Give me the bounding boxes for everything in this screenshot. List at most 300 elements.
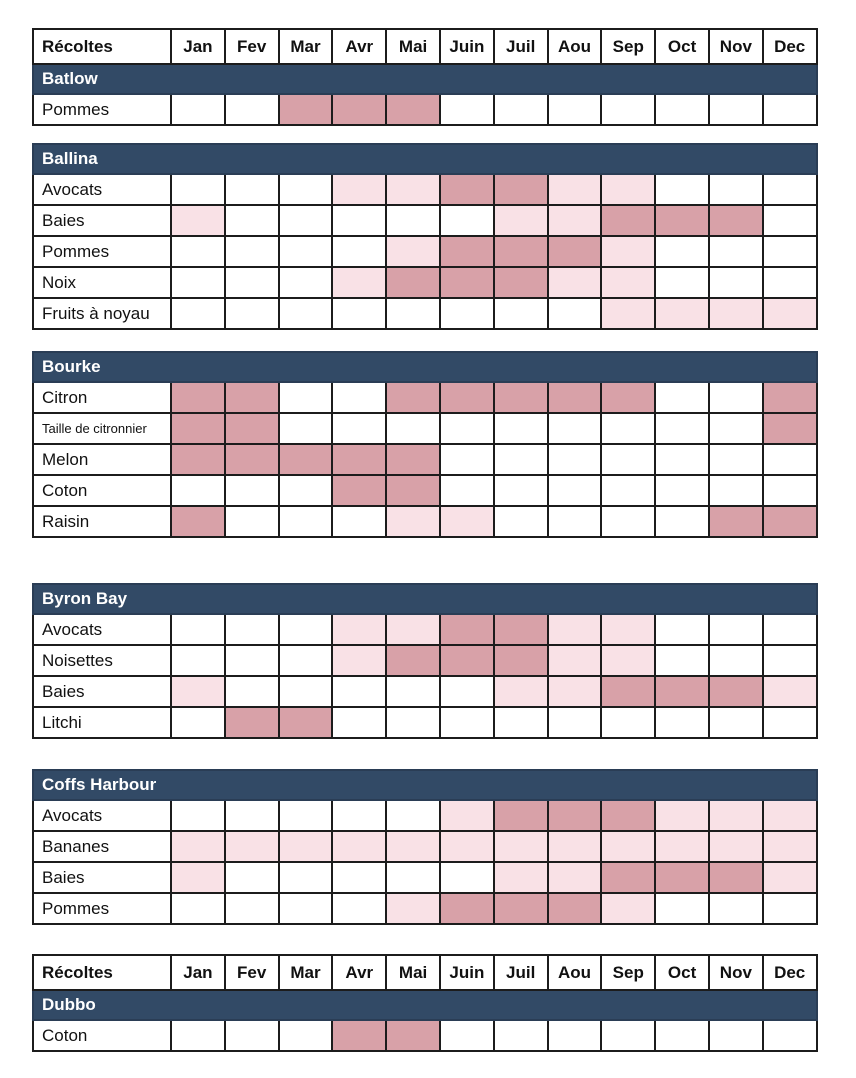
month-cell-dec: [763, 267, 817, 298]
header-month: Oct: [655, 955, 709, 990]
month-cell-jan: [171, 413, 225, 444]
month-cell-mai: [386, 174, 440, 205]
month-cell-dec: [763, 475, 817, 506]
month-cell-avr: [332, 444, 386, 475]
month-cell-dec: [763, 236, 817, 267]
month-cell-jan: [171, 298, 225, 329]
month-cell-jan: [171, 800, 225, 831]
crop-row: [33, 800, 817, 831]
month-cell-juil: [494, 506, 548, 537]
month-cell-jan: [171, 267, 225, 298]
month-cell-jan: [171, 205, 225, 236]
month-cell-jan: [171, 862, 225, 893]
crop-row: [33, 893, 817, 924]
month-cell-mar: [279, 831, 333, 862]
month-cell-nov: [709, 614, 763, 645]
month-cell-mai: [386, 893, 440, 924]
header-month: Jan: [171, 955, 225, 990]
month-cell-mar: [279, 94, 333, 125]
month-cell-jan: [171, 645, 225, 676]
month-cell-juin: [440, 413, 494, 444]
month-cell-sep: [601, 205, 655, 236]
month-cell-oct: [655, 676, 709, 707]
month-cell-jan: [171, 676, 225, 707]
month-cell-avr: [332, 831, 386, 862]
header-month: Aou: [548, 29, 602, 64]
month-cell-sep: [601, 707, 655, 738]
month-cell-fev: [225, 893, 279, 924]
month-cell-oct: [655, 1020, 709, 1051]
crop-name: Pommes: [33, 893, 171, 924]
month-cell-avr: [332, 267, 386, 298]
month-cell-dec: [763, 800, 817, 831]
month-cell-juin: [440, 174, 494, 205]
month-cell-sep: [601, 413, 655, 444]
month-cell-juin: [440, 707, 494, 738]
month-cell-oct: [655, 831, 709, 862]
month-cell-aou: [548, 413, 602, 444]
month-cell-mar: [279, 614, 333, 645]
month-cell-jan: [171, 475, 225, 506]
month-cell-aou: [548, 506, 602, 537]
crop-row: [33, 862, 817, 893]
month-cell-oct: [655, 475, 709, 506]
month-cell-juin: [440, 205, 494, 236]
month-cell-sep: [601, 800, 655, 831]
month-cell-sep: [601, 475, 655, 506]
month-cell-avr: [332, 614, 386, 645]
region-title: Dubbo: [33, 990, 817, 1020]
month-cell-mai: [386, 676, 440, 707]
month-cell-oct: [655, 862, 709, 893]
month-cell-juin: [440, 676, 494, 707]
header-month: Nov: [709, 955, 763, 990]
header-month: Dec: [763, 955, 817, 990]
header-month: Avr: [332, 955, 386, 990]
month-cell-mar: [279, 676, 333, 707]
crop-row: [33, 645, 817, 676]
month-cell-mai: [386, 707, 440, 738]
region-title: Coffs Harbour: [33, 770, 817, 800]
month-cell-aou: [548, 444, 602, 475]
month-cell-juin: [440, 298, 494, 329]
month-cell-juil: [494, 614, 548, 645]
month-cell-fev: [225, 413, 279, 444]
month-cell-jan: [171, 831, 225, 862]
month-cell-aou: [548, 475, 602, 506]
month-cell-fev: [225, 94, 279, 125]
month-cell-oct: [655, 707, 709, 738]
month-cell-mar: [279, 174, 333, 205]
month-cell-nov: [709, 1020, 763, 1051]
month-cell-dec: [763, 645, 817, 676]
month-cell-mar: [279, 862, 333, 893]
month-cell-oct: [655, 506, 709, 537]
crop-name: Litchi: [33, 707, 171, 738]
header-month: Juil: [494, 955, 548, 990]
month-cell-oct: [655, 382, 709, 413]
month-cell-jan: [171, 1020, 225, 1051]
month-cell-mar: [279, 382, 333, 413]
month-cell-juil: [494, 444, 548, 475]
month-cell-juin: [440, 236, 494, 267]
month-cell-dec: [763, 506, 817, 537]
month-cell-sep: [601, 1020, 655, 1051]
month-cell-mai: [386, 205, 440, 236]
month-cell-juil: [494, 893, 548, 924]
crop-row: [33, 382, 817, 413]
month-cell-dec: [763, 413, 817, 444]
month-cell-fev: [225, 267, 279, 298]
header-month: Juin: [440, 955, 494, 990]
month-cell-sep: [601, 298, 655, 329]
region-title: Bourke: [33, 352, 817, 382]
month-cell-juil: [494, 94, 548, 125]
month-cell-juil: [494, 676, 548, 707]
crop-name: Noix: [33, 267, 171, 298]
month-cell-sep: [601, 174, 655, 205]
month-cell-jan: [171, 382, 225, 413]
month-cell-avr: [332, 94, 386, 125]
header-month: Jan: [171, 29, 225, 64]
month-cell-mai: [386, 862, 440, 893]
header-month: Sep: [601, 29, 655, 64]
month-cell-mar: [279, 236, 333, 267]
month-cell-mai: [386, 236, 440, 267]
month-cell-dec: [763, 174, 817, 205]
header-month: Mai: [386, 955, 440, 990]
month-cell-dec: [763, 862, 817, 893]
header-month: Dec: [763, 29, 817, 64]
month-cell-fev: [225, 1020, 279, 1051]
month-cell-oct: [655, 413, 709, 444]
month-cell-fev: [225, 862, 279, 893]
month-cell-oct: [655, 614, 709, 645]
month-cell-fev: [225, 676, 279, 707]
month-cell-juin: [440, 893, 494, 924]
month-cell-mai: [386, 267, 440, 298]
month-cell-nov: [709, 236, 763, 267]
month-cell-juin: [440, 1020, 494, 1051]
month-cell-juin: [440, 506, 494, 537]
month-cell-nov: [709, 862, 763, 893]
month-cell-juil: [494, 862, 548, 893]
month-cell-mar: [279, 645, 333, 676]
header-crop-label: Récoltes: [33, 29, 171, 64]
month-cell-nov: [709, 893, 763, 924]
month-cell-fev: [225, 444, 279, 475]
month-cell-sep: [601, 236, 655, 267]
month-cell-nov: [709, 645, 763, 676]
header-month: Fev: [225, 955, 279, 990]
crop-name: Baies: [33, 676, 171, 707]
month-cell-aou: [548, 298, 602, 329]
month-cell-mar: [279, 298, 333, 329]
header-month: Mar: [279, 955, 333, 990]
region-row: [33, 64, 817, 94]
month-cell-oct: [655, 893, 709, 924]
month-cell-fev: [225, 382, 279, 413]
month-cell-oct: [655, 444, 709, 475]
month-cell-jan: [171, 174, 225, 205]
month-cell-juil: [494, 174, 548, 205]
crop-row: [33, 614, 817, 645]
month-cell-oct: [655, 205, 709, 236]
month-cell-mar: [279, 413, 333, 444]
month-cell-aou: [548, 94, 602, 125]
crop-name: Coton: [33, 1020, 171, 1051]
crop-name: Melon: [33, 444, 171, 475]
header-month: Juil: [494, 29, 548, 64]
month-cell-juil: [494, 382, 548, 413]
month-cell-juil: [494, 707, 548, 738]
month-cell-juil: [494, 298, 548, 329]
month-cell-jan: [171, 444, 225, 475]
month-cell-mar: [279, 205, 333, 236]
crop-row: [33, 174, 817, 205]
month-cell-avr: [332, 707, 386, 738]
month-cell-nov: [709, 676, 763, 707]
month-cell-dec: [763, 205, 817, 236]
month-cell-sep: [601, 267, 655, 298]
month-cell-mar: [279, 893, 333, 924]
month-cell-avr: [332, 382, 386, 413]
region-row: [33, 144, 817, 174]
crop-name: Taille de citronnier: [33, 413, 171, 444]
month-cell-nov: [709, 800, 763, 831]
month-cell-juin: [440, 94, 494, 125]
month-cell-fev: [225, 475, 279, 506]
region-title: Ballina: [33, 144, 817, 174]
month-cell-aou: [548, 893, 602, 924]
month-cell-avr: [332, 676, 386, 707]
month-cell-juin: [440, 444, 494, 475]
month-cell-nov: [709, 382, 763, 413]
month-cell-sep: [601, 614, 655, 645]
month-cell-dec: [763, 707, 817, 738]
month-cell-juil: [494, 831, 548, 862]
month-cell-fev: [225, 506, 279, 537]
region-title: Byron Bay: [33, 584, 817, 614]
region-table-byron-bay: [32, 583, 818, 739]
month-cell-juin: [440, 475, 494, 506]
month-cell-aou: [548, 800, 602, 831]
month-cell-nov: [709, 174, 763, 205]
month-cell-avr: [332, 475, 386, 506]
month-cell-fev: [225, 800, 279, 831]
crop-name: Coton: [33, 475, 171, 506]
header-crop-label: Récoltes: [33, 955, 171, 990]
region-table-bourke: [32, 351, 818, 538]
region-title: Batlow: [33, 64, 817, 94]
month-cell-dec: [763, 444, 817, 475]
month-cell-avr: [332, 298, 386, 329]
crop-row: [33, 298, 817, 329]
month-cell-nov: [709, 831, 763, 862]
header-month: Sep: [601, 955, 655, 990]
month-cell-sep: [601, 94, 655, 125]
month-cell-mai: [386, 382, 440, 413]
month-cell-aou: [548, 862, 602, 893]
region-table-batlow: [32, 28, 818, 126]
month-cell-juil: [494, 800, 548, 831]
month-cell-mar: [279, 800, 333, 831]
header-row: [33, 29, 817, 64]
month-cell-juin: [440, 614, 494, 645]
month-cell-nov: [709, 267, 763, 298]
month-cell-avr: [332, 862, 386, 893]
month-cell-aou: [548, 614, 602, 645]
crop-row: [33, 205, 817, 236]
month-cell-avr: [332, 1020, 386, 1051]
month-cell-mar: [279, 267, 333, 298]
month-cell-aou: [548, 174, 602, 205]
month-cell-dec: [763, 94, 817, 125]
region-table-coffs-harbour: [32, 769, 818, 925]
crop-row: [33, 1020, 817, 1051]
month-cell-aou: [548, 267, 602, 298]
month-cell-avr: [332, 893, 386, 924]
month-cell-juil: [494, 267, 548, 298]
month-cell-mar: [279, 506, 333, 537]
month-cell-avr: [332, 174, 386, 205]
crop-name: Raisin: [33, 506, 171, 537]
crop-row: [33, 707, 817, 738]
crop-name: Baies: [33, 862, 171, 893]
header-month: Aou: [548, 955, 602, 990]
month-cell-juil: [494, 1020, 548, 1051]
month-cell-dec: [763, 831, 817, 862]
month-cell-fev: [225, 831, 279, 862]
month-cell-jan: [171, 506, 225, 537]
month-cell-mai: [386, 298, 440, 329]
month-cell-nov: [709, 506, 763, 537]
crop-row: [33, 444, 817, 475]
month-cell-aou: [548, 676, 602, 707]
month-cell-aou: [548, 236, 602, 267]
month-cell-jan: [171, 893, 225, 924]
month-cell-juin: [440, 382, 494, 413]
month-cell-nov: [709, 413, 763, 444]
crop-name: Noisettes: [33, 645, 171, 676]
month-cell-fev: [225, 205, 279, 236]
month-cell-juin: [440, 862, 494, 893]
month-cell-dec: [763, 382, 817, 413]
month-cell-oct: [655, 298, 709, 329]
month-cell-mai: [386, 645, 440, 676]
crop-row: [33, 831, 817, 862]
header-month: Juin: [440, 29, 494, 64]
month-cell-mai: [386, 506, 440, 537]
crop-name: Avocats: [33, 800, 171, 831]
crop-name: Pommes: [33, 236, 171, 267]
month-cell-juil: [494, 205, 548, 236]
header-month: Mar: [279, 29, 333, 64]
month-cell-juil: [494, 645, 548, 676]
month-cell-mar: [279, 475, 333, 506]
month-cell-fev: [225, 707, 279, 738]
month-cell-aou: [548, 831, 602, 862]
month-cell-mai: [386, 614, 440, 645]
crop-row: [33, 267, 817, 298]
crop-row: [33, 94, 817, 125]
crop-name: Baies: [33, 205, 171, 236]
month-cell-dec: [763, 676, 817, 707]
month-cell-fev: [225, 174, 279, 205]
month-cell-mar: [279, 1020, 333, 1051]
month-cell-nov: [709, 298, 763, 329]
month-cell-nov: [709, 94, 763, 125]
month-cell-juin: [440, 800, 494, 831]
month-cell-nov: [709, 205, 763, 236]
header-month: Oct: [655, 29, 709, 64]
month-cell-avr: [332, 506, 386, 537]
month-cell-avr: [332, 645, 386, 676]
month-cell-juil: [494, 413, 548, 444]
month-cell-dec: [763, 298, 817, 329]
month-cell-nov: [709, 707, 763, 738]
month-cell-mai: [386, 800, 440, 831]
month-cell-avr: [332, 413, 386, 444]
month-cell-sep: [601, 382, 655, 413]
crop-row: [33, 506, 817, 537]
month-cell-juil: [494, 236, 548, 267]
month-cell-sep: [601, 645, 655, 676]
month-cell-avr: [332, 205, 386, 236]
month-cell-sep: [601, 893, 655, 924]
month-cell-oct: [655, 174, 709, 205]
month-cell-fev: [225, 614, 279, 645]
month-cell-sep: [601, 506, 655, 537]
month-cell-juil: [494, 475, 548, 506]
month-cell-oct: [655, 236, 709, 267]
crop-name: Bananes: [33, 831, 171, 862]
crop-name: Citron: [33, 382, 171, 413]
month-cell-fev: [225, 645, 279, 676]
header-month: Nov: [709, 29, 763, 64]
month-cell-nov: [709, 475, 763, 506]
region-row: [33, 584, 817, 614]
month-cell-oct: [655, 645, 709, 676]
month-cell-oct: [655, 267, 709, 298]
month-cell-sep: [601, 444, 655, 475]
month-cell-juin: [440, 645, 494, 676]
month-cell-jan: [171, 94, 225, 125]
month-cell-aou: [548, 205, 602, 236]
month-cell-aou: [548, 382, 602, 413]
header-month: Fev: [225, 29, 279, 64]
month-cell-sep: [601, 831, 655, 862]
region-row: [33, 352, 817, 382]
month-cell-oct: [655, 94, 709, 125]
month-cell-sep: [601, 862, 655, 893]
crop-row: [33, 413, 817, 444]
month-cell-mar: [279, 444, 333, 475]
month-cell-juin: [440, 267, 494, 298]
region-table-ballina: [32, 143, 818, 330]
month-cell-aou: [548, 1020, 602, 1051]
crop-row: [33, 676, 817, 707]
month-cell-fev: [225, 236, 279, 267]
month-cell-jan: [171, 707, 225, 738]
month-cell-dec: [763, 893, 817, 924]
crop-name: Avocats: [33, 174, 171, 205]
crop-row: [33, 475, 817, 506]
month-cell-avr: [332, 800, 386, 831]
month-cell-jan: [171, 614, 225, 645]
month-cell-mai: [386, 1020, 440, 1051]
month-cell-mai: [386, 444, 440, 475]
